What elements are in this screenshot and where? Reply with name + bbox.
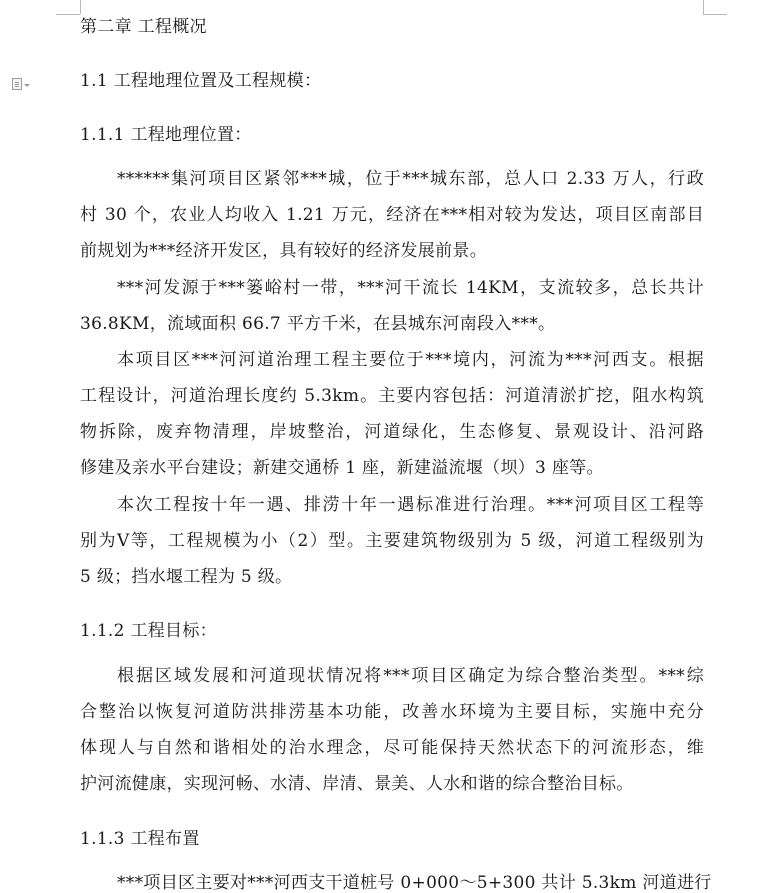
heading-1-1-1: 1.1.1 工程地理位置： xyxy=(80,125,252,145)
paragraph-line: 别为Ⅴ等，工程规模为小（2）型。主要建筑物级别为 5 级，河道工程级别为 xyxy=(80,531,704,551)
crop-mark-top-left xyxy=(80,0,81,14)
paragraph-line: 工程设计，河道治理长度约 5.3km。主要内容包括：河道清淤扩挖，阻水构筑 xyxy=(80,386,704,406)
paragraph-line: 合整治以恢复河道防洪排涝基本功能，改善水环境为主要目标，实施中充分 xyxy=(80,702,704,722)
paragraph-line: 本项目区***河河道治理工程主要位于***境内，河流为***河西支。根据 xyxy=(117,350,704,370)
paragraph-line: 体现人与自然和谐相处的治水理念，尽可能保持天然状态下的河流形态，维 xyxy=(80,738,704,758)
crop-mark-top-right xyxy=(703,0,704,14)
paragraph-line: 根据区域发展和河道现状情况将***项目区确定为综合整治类型。***综 xyxy=(117,666,704,686)
crop-mark-top-left-h xyxy=(56,14,80,15)
paragraph-line: ***河发源于***篓峪村一带，***河干流长 14KM，支流较多，总长共计 xyxy=(117,278,704,298)
paragraph-line: 物拆除，废弃物清理，岸坡整治，河道绿化，生态修复、景观设计、沿河路 xyxy=(80,422,704,442)
paragraph-line: 前规划为***经济开发区，具有较好的经济发展前景。 xyxy=(80,241,487,261)
paragraph-line: 36.8KM，流域面积 66.7 平方千米，在县城东河南段入***。 xyxy=(80,314,556,334)
heading-1-1-2: 1.1.2 工程目标： xyxy=(80,621,217,641)
chevron-down-icon xyxy=(24,84,30,87)
chapter-title: 第二章 工程概况 xyxy=(80,17,207,37)
paragraph-line: 5 级；挡水堰工程为 5 级。 xyxy=(80,567,293,587)
paragraph-line-cut-off: ***项目区主要对***河西支干道桩号 0+000～5+300 共计 5.3km 河道进行 xyxy=(117,873,712,893)
paragraph-line: 村 30 个，农业人均收入 1.21 万元，经济在***相对较为发达，项目区南部目 xyxy=(80,205,704,225)
paragraph-options-icon[interactable] xyxy=(12,78,30,90)
paragraph-line: 修建及亲水平台建设；新建交通桥 1 座，新建溢流堰（坝）3 座等。 xyxy=(80,458,604,478)
paragraph-line: 护河流健康，实现河畅、水清、岸清、景美、人水和谐的综合整治目标。 xyxy=(80,774,634,794)
crop-mark-top-right-h xyxy=(703,14,727,15)
paragraph-line: ******集河项目区紧邻***城，位于***城东部，总人口 2.33 万人，行政 xyxy=(117,169,704,189)
heading-1-1: 1.1 工程地理位置及工程规模： xyxy=(80,71,322,91)
document-icon xyxy=(12,78,22,90)
paragraph-line: 本次工程按十年一遇、排涝十年一遇标准进行治理。***河项目区工程等 xyxy=(117,495,704,515)
heading-1-1-3: 1.1.3 工程布置 xyxy=(80,829,200,849)
